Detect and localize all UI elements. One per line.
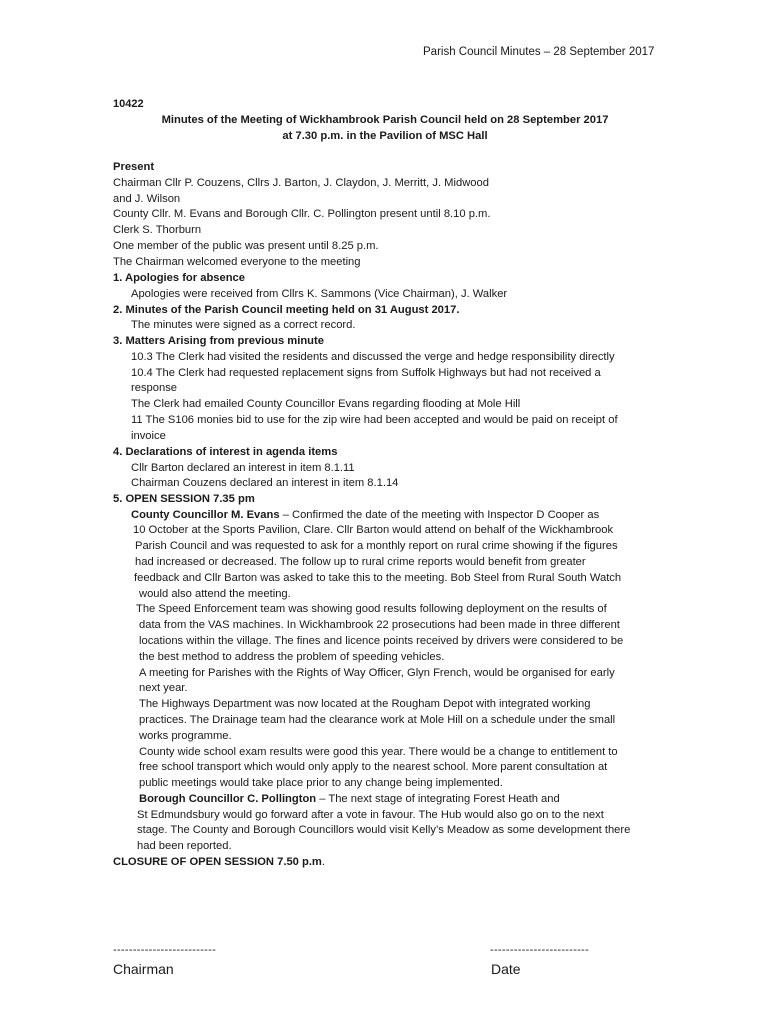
minutes-line (137, 808, 604, 824)
minutes-line (135, 539, 618, 555)
minutes-line (113, 160, 154, 176)
minutes-line (137, 823, 630, 839)
minutes-line (113, 492, 255, 508)
minutes-line-text: – Confirmed the date of the meeting with Inspector D Cooper as (279, 509, 600, 521)
minutes-line (131, 350, 615, 366)
minutes-line-text: Chairman Cllr P. Couzens, Cllrs J. Barton, J. Claydon, J. Merritt, J. Midwood (113, 177, 489, 189)
minutes-line-text: feedback and Cllr Barton was asked to take this to the meeting. Bob Steel from Rural South Watch (134, 572, 622, 584)
minutes-line (131, 508, 599, 524)
minutes-line (139, 618, 620, 634)
minutes-line (113, 255, 361, 271)
minutes-line-text: response (131, 382, 178, 394)
minutes-line (131, 429, 166, 445)
minutes-line-text: Chairman Couzens declared an interest in item 8.1.14 (131, 477, 399, 489)
minutes-line (139, 634, 623, 650)
minutes-line (131, 381, 177, 397)
minute-reference: 10422 (113, 98, 144, 110)
minutes-line-text: free school transport which would only apply to the nearest school. More parent consultation at (139, 761, 608, 773)
date-signature-line: ------------------------- (490, 944, 590, 956)
minutes-line (131, 461, 355, 477)
minutes-line-text: A meeting for Parishes with the Rights of Way Officer, Glyn French, would be organised for early (139, 667, 615, 679)
minutes-line-text: 10.4 The Clerk had requested replacement signs from Suffolk Highways but had not received a (131, 367, 601, 379)
minutes-line (139, 650, 444, 666)
minutes-line-text: The Chairman welcomed everyone to the meeting (113, 256, 361, 268)
minutes-line-heading: Borough Councillor C. Pollington (139, 793, 317, 805)
minutes-line-text: the best method to address the problem of speeding vehicles. (139, 651, 445, 663)
minutes-line-text: County Cllr. M. Evans and Borough Cllr. C. Pollington present until 8.10 p.m. (113, 208, 491, 220)
minutes-line-heading: 4. Declarations of interest in agenda items (113, 446, 338, 458)
minutes-line-text: One member of the public was present until 8.25 p.m. (113, 240, 379, 252)
minutes-line (136, 602, 607, 618)
minutes-line-text: practices. The Drainage team had the clearance work at Mole Hill on a schedule under the small (139, 714, 616, 726)
page-header: Parish Council Minutes – 28 September 2017 (423, 46, 655, 58)
chairman-signature-line: -------------------------- (113, 944, 217, 956)
minutes-line (139, 760, 607, 776)
minutes-line-text: had increased or decreased. The follow up to rural crime reports would benefit from greater (135, 556, 586, 568)
minutes-line (113, 239, 379, 255)
minutes-line-text: data from the VAS machines. In Wickhambrook 22 prosecutions had been made in three different (139, 619, 620, 631)
date-label: Date (491, 961, 521, 977)
minutes-line-text: The Speed Enforcement team was showing good results following deployment on the results of (136, 603, 607, 615)
minutes-line (113, 303, 459, 319)
minutes-line (131, 397, 520, 413)
minutes-line (139, 729, 232, 745)
minutes-line-text: stage. The County and Borough Councillors would visit Kelly’s Meadow as some development there (137, 824, 631, 836)
minutes-line (139, 745, 618, 761)
minutes-line (139, 681, 188, 697)
minutes-line (139, 666, 615, 682)
minutes-line-text: Clerk S. Thorburn (113, 224, 202, 236)
minutes-line-text: Parish Council and was requested to ask for a monthly report on rural crime showing if the figures (135, 540, 618, 552)
minutes-line-text: public meetings would take place prior to any change being implemented. (139, 777, 503, 789)
minutes-line-text: 11 The S106 monies bid to use for the zip wire had been accepted and would be paid on receipt of (131, 414, 618, 426)
minutes-line-heading: Present (113, 161, 155, 173)
minutes-line-text: 10.3 The Clerk had visited the residents and discussed the verge and hedge responsibility directly (131, 351, 615, 363)
minutes-line (139, 587, 291, 603)
minutes-line (139, 792, 560, 808)
minutes-line-heading: 5. OPEN SESSION 7.35 pm (113, 493, 255, 505)
minutes-line-heading: County Councillor M. Evans (131, 509, 280, 521)
minutes-line (139, 697, 590, 713)
minutes-line (113, 192, 180, 208)
minutes-line-heading: CLOSURE OF OPEN SESSION 7.50 p.m (113, 856, 322, 868)
minutes-line (139, 713, 615, 729)
minutes-line-heading: 2. Minutes of the Parish Council meeting held on 31 August 2017. (113, 304, 460, 316)
minutes-line (133, 523, 613, 539)
minutes-line-text: works programme. (139, 730, 232, 742)
minutes-line-text: The Clerk had emailed County Councillor Evans regarding flooding at Mole Hill (131, 398, 521, 410)
minutes-line (137, 839, 232, 855)
minutes-line (113, 855, 325, 871)
minutes-line (131, 318, 355, 334)
minutes-line-text: The Highways Department was now located at the Rougham Depot with integrated working (139, 698, 591, 710)
minutes-line-text: next year. (139, 682, 188, 694)
minutes-line (113, 271, 245, 287)
minutes-line-text: County wide school exam results were good this year. There would be a change to entitlement to (139, 746, 618, 758)
document-title-line-2: at 7.30 p.m. in the Pavilion of MSC Hall (282, 130, 488, 142)
minutes-line-text: Apologies were received from Cllrs K. Sammons (Vice Chairman), J. Walker (131, 288, 508, 300)
minutes-line-text: The minutes were signed as a correct record. (131, 319, 356, 331)
minutes-line-text: – The next stage of integrating Forest Heath and (316, 793, 560, 805)
minutes-line (135, 555, 586, 571)
minutes-line (131, 287, 507, 303)
minutes-line-text: locations within the village. The fines and licence points received by drivers were considered to be (139, 635, 624, 647)
chairman-label: Chairman (113, 961, 174, 977)
minutes-line (131, 476, 398, 492)
minutes-line-text: and J. Wilson (113, 193, 181, 205)
minutes-line-text: had been reported. (137, 840, 232, 852)
minutes-line-text: invoice (131, 430, 166, 442)
minutes-line-heading: 3. Matters Arising from previous minute (113, 335, 324, 347)
minutes-line (113, 223, 201, 239)
minutes-line-text: . (321, 856, 325, 868)
minutes-line-heading: 1. Apologies for absence (113, 272, 246, 284)
minutes-line (113, 176, 489, 192)
minutes-line (113, 334, 324, 350)
minutes-line-text: 10 October at the Sports Pavilion, Clare. Cllr Barton would attend on behalf of the Wickhambrook (133, 524, 614, 536)
minutes-line (131, 366, 601, 382)
minutes-line (134, 571, 621, 587)
document-title-line-1: Minutes of the Meeting of Wickhambrook Parish Council held on 28 September 2017 (161, 114, 609, 126)
minutes-line (131, 413, 618, 429)
minutes-line-text: St Edmundsbury would go forward after a vote in favour. The Hub would also go on to the next (137, 809, 604, 821)
minutes-line-text: Cllr Barton declared an interest in item 8.1.11 (131, 462, 355, 474)
minutes-line (113, 445, 337, 461)
minutes-line (139, 776, 503, 792)
minutes-line (113, 207, 490, 223)
minutes-line-text: would also attend the meeting. (139, 588, 291, 600)
